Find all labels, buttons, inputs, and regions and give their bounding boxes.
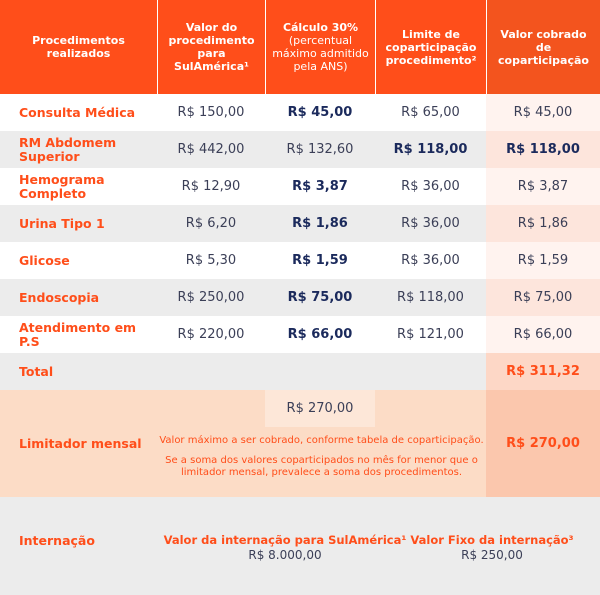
limitador-note: Valor máximo a ser cobrado, conforme tabela de coparticipação. [159,435,484,446]
procedure-calc: R$ 1,86 [265,205,375,242]
limitador-note-secondary: Se a soma dos valores coparticipados no mês for menor que o limitador mensal, prevalece a soma dos procedimentos. [165,455,478,478]
procedure-charged: R$ 118,00 [486,131,600,168]
header-limite: Limite de coparticipação procedimento² [375,0,486,94]
procedure-limit: R$ 121,00 [375,316,486,353]
procedure-value: R$ 150,00 [157,94,265,131]
limitador-calc-value: R$ 270,00 [265,390,375,427]
procedure-charged: R$ 66,00 [486,316,600,353]
table-row [0,205,600,242]
procedure-calc: R$ 75,00 [265,279,375,316]
internacao-valor-value: R$ 8.000,00 [248,548,322,562]
table-row [0,279,600,316]
header-valor-procedimento: Valor do procedimento para SulAmérica¹ [157,0,265,94]
procedure-charged: R$ 3,87 [486,168,600,205]
total-empty-cell [157,353,265,390]
header-procedimentos: Procedimentos realizados [0,0,157,94]
procedure-name: Atendimento em P.S [0,316,157,353]
procedure-charged: R$ 1,59 [486,242,600,279]
table-row [0,131,600,168]
procedure-value: R$ 442,00 [157,131,265,168]
procedure-name: Consulta Médica [0,94,157,131]
procedure-value: R$ 250,00 [157,279,265,316]
procedure-charged: R$ 45,00 [486,94,600,131]
procedure-name: RM Abdomem Superior [0,131,157,168]
internacao-valor-block [160,533,410,562]
internacao-label: Internação [19,533,95,548]
procedure-value: R$ 220,00 [157,316,265,353]
table-row [0,94,600,131]
procedure-limit: R$ 36,00 [375,205,486,242]
procedure-limit: R$ 118,00 [375,279,486,316]
total-row [0,353,600,390]
procedure-limit: R$ 118,00 [375,131,486,168]
internacao-fixo-value: R$ 250,00 [461,548,523,562]
table-body [0,94,600,390]
internacao-fixo-label: Valor Fixo da internação³ [410,533,574,547]
procedure-limit: R$ 36,00 [375,242,486,279]
table-row [0,316,600,353]
procedure-name: Urina Tipo 1 [0,205,157,242]
total-empty-cell [265,353,375,390]
header-calculo [265,0,375,94]
procedure-calc: R$ 1,59 [265,242,375,279]
internacao-valor-label: Valor da internação para SulAmérica¹ [163,533,407,547]
limitador-label: Limitador mensal [0,390,157,497]
table-row [0,168,600,205]
table-header [0,0,600,94]
total-value: R$ 311,32 [486,353,600,390]
procedure-name: Endoscopia [0,279,157,316]
table-row [0,242,600,279]
procedure-limit: R$ 36,00 [375,168,486,205]
header-calculo-title: Cálculo 30% [282,21,359,34]
total-label: Total [0,353,157,390]
procedure-limit: R$ 65,00 [375,94,486,131]
procedure-charged: R$ 1,86 [486,205,600,242]
procedure-name: Hemograma Completo [0,168,157,205]
procedure-charged: R$ 75,00 [486,279,600,316]
limitador-mensal-row [0,390,600,497]
procedure-value: R$ 12,90 [157,168,265,205]
procedure-calc: R$ 45,00 [265,94,375,131]
procedure-calc: R$ 66,00 [265,316,375,353]
internacao-fixo-block [392,533,592,562]
procedure-calc: R$ 132,60 [265,131,375,168]
header-calculo-sub: (percentual máximo admitido pela ANS) [272,34,369,73]
limitador-details [157,390,486,497]
limitador-value: R$ 270,00 [486,390,600,497]
internacao-section [0,497,600,595]
procedure-value: R$ 6,20 [157,205,265,242]
procedure-name: Glicose [0,242,157,279]
procedure-calc: R$ 3,87 [265,168,375,205]
procedure-value: R$ 5,30 [157,242,265,279]
header-valor-cobrado: Valor cobrado de coparticipação [486,0,600,94]
total-empty-cell [375,353,486,390]
